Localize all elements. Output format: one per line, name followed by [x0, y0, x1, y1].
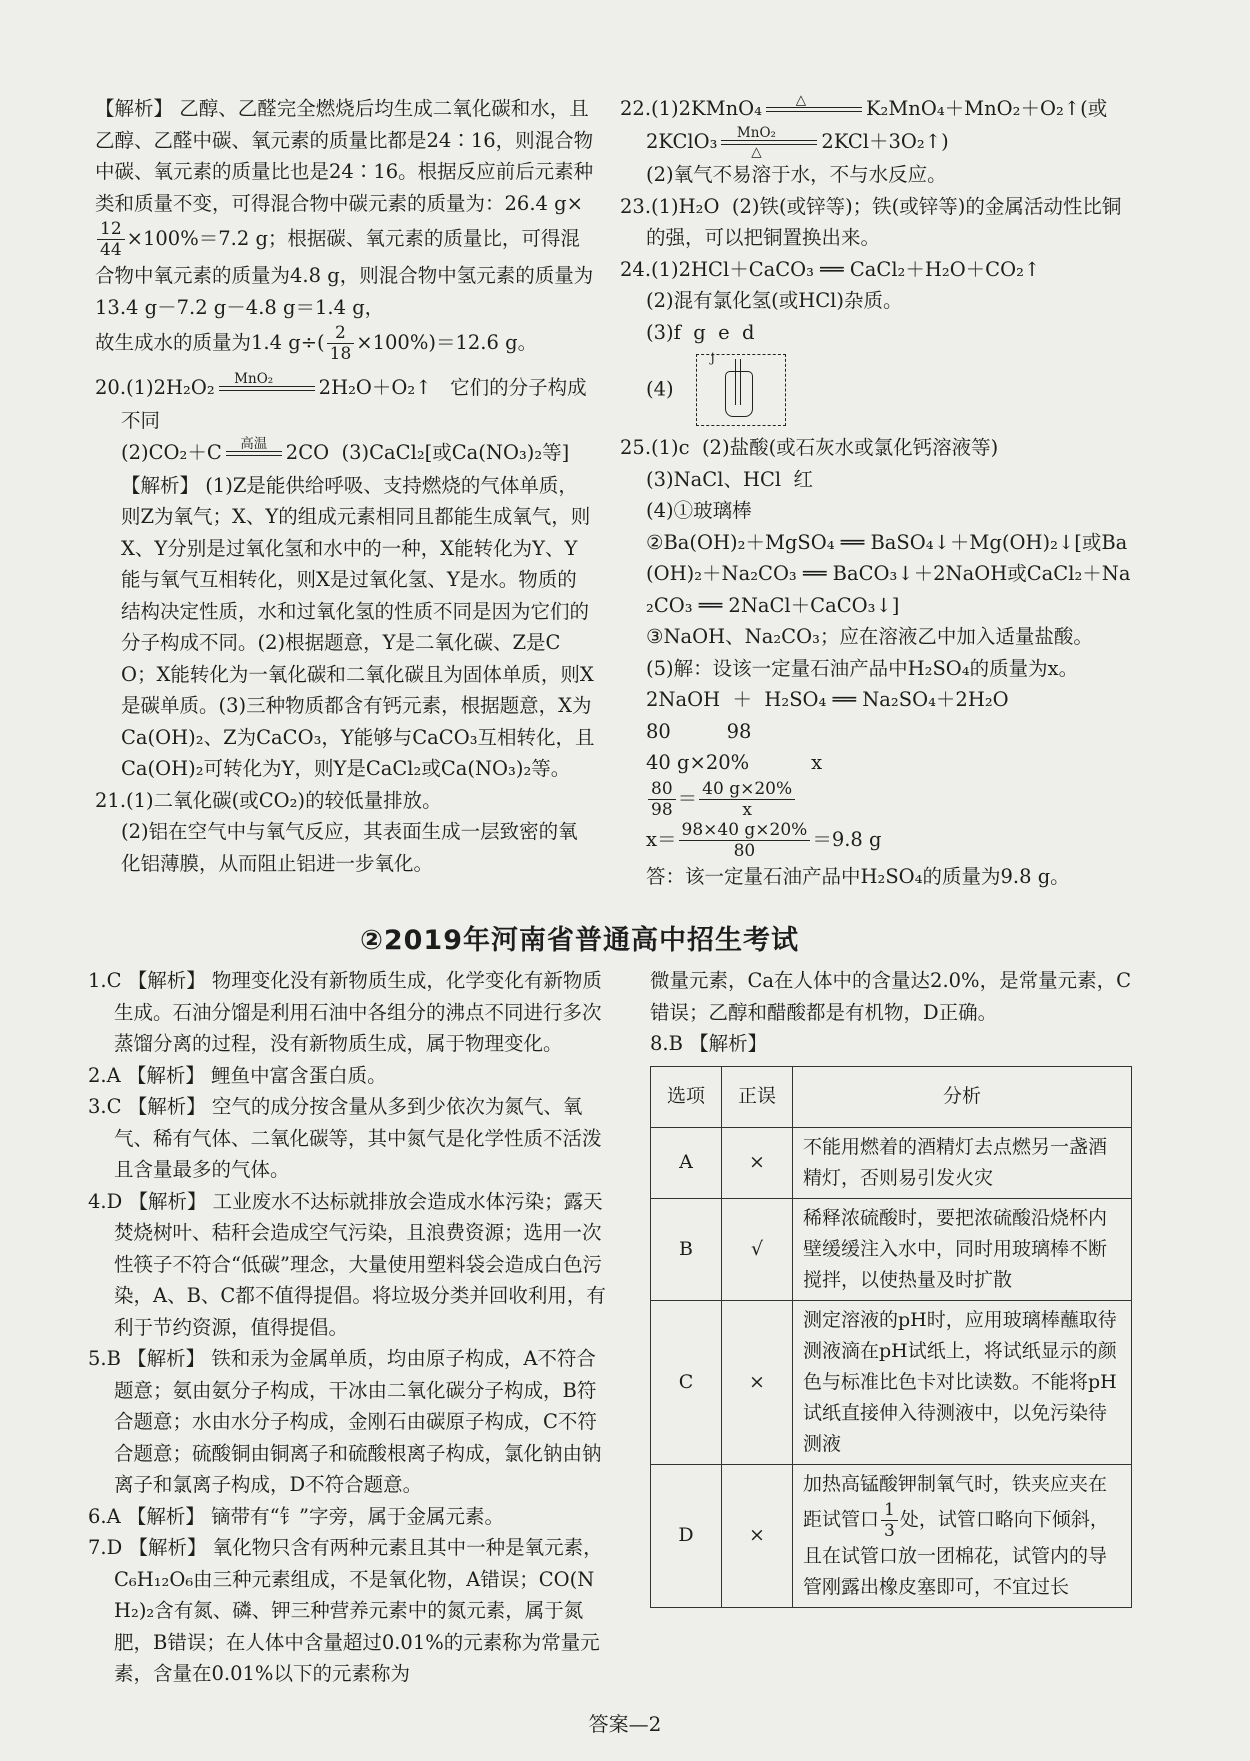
- answer-1: 1.C 【解析】 物理变化没有新物质生成，化学变化有新物质生成。石油分馏是利用石油中各组分的沸点不同进行多次蒸馏分离的过程，没有新物质生成，属于物理变化。: [88, 969, 602, 1055]
- section-title: ②2019年河南省普通高中招生考试: [360, 925, 800, 956]
- answer-5: 5.B 【解析】 铁和汞为金属单质，均由原子构成，A不符合题意；氨由氨分子构成，干冰由二氧化碳分子构成，B符合题意；水由水分子构成，金刚石由碳原子构成，C不符合题意；硫酸铜由铜离子和硫酸根离子构成，氯化钠由钠离子和氯离子构成，D不符合题意。: [88, 1347, 602, 1496]
- answer-7-continued: 微量元素，Ca在人体中的含量达2.0%，是常量元素，C错误；乙醇和醋酸都是有机物，D正确。: [650, 969, 1132, 1024]
- answer-25-5: (5)解：设该一定量石油产品中H₂SO₄的质量为x。: [646, 656, 1079, 680]
- analysis-table: [650, 1066, 1132, 1608]
- final-answer: 答：该一定量石油产品中H₂SO₄的质量为9.8 g。: [646, 864, 1070, 888]
- fraction-12-44: $\frac{12}{44}$: [97, 219, 125, 260]
- header-correctness: 正误: [722, 1066, 793, 1127]
- answer-25-1: 25.(1)c (2)盐酸(或石灰水或氯化钙溶液等): [620, 436, 999, 459]
- cross-mark: ×: [722, 1127, 793, 1198]
- answer-7: 7.D 【解析】 氧化物只含有两种元素且其中一种是氧元素，C₆H₁₂O₆由三种元素组成，不是氧化物，A错误；CO(NH₂)₂含有氮、磷、钾三种营养元素中的氮元素，属于氮肥，B错误；在人体中含量超过0.01%的元素称为常量元素，含量在0.01%以下的元素称为: [88, 1536, 603, 1685]
- fraction-2-18: $\frac{2}{18}$: [327, 323, 355, 364]
- fraction-80-98: $\frac{80}{98}$: [648, 779, 676, 820]
- header-analysis: 分析: [793, 1066, 1132, 1127]
- equation-line: 2NaOH ＋ H₂SO₄ ══ Na₂SO₄＋2H₂O: [646, 688, 1009, 711]
- table-row: B √ 稀释浓硫酸时，要把浓硫酸沿烧杯内壁缓缓注入水中，同时用玻璃棒不断搅拌，以使热量及时扩散: [651, 1198, 1132, 1300]
- reaction-condition: △: [766, 93, 862, 126]
- answer-23: 23.(1)H₂O (2)铁(或锌等)；铁(或锌等)的金属活动性比铜的强，可以把铜置换出来。: [620, 194, 1122, 249]
- left-column-top: [95, 93, 595, 879]
- answer-25-4-2: ②Ba(OH)₂＋MgSO₄ ══ BaSO₄↓＋Mg(OH)₂↓[或Ba(OH)₂＋Na₂CO₃ ══ BaCO₃↓＋2NaOH或CaCl₂＋Na₂CO₃ ══ 2NaCl＋CaCO₃↓]: [646, 530, 1131, 617]
- solution-x: x＝ $\frac{98\times 40 g\times 20\%}{80}$ ＝9.8 g: [646, 819, 882, 861]
- cross-mark: ×: [722, 1464, 793, 1607]
- answer-4: 4.D 【解析】 工业废水不达标就排放会造成水体污染；露天焚烧树叶、秸秆会造成空气污染，且浪费资源；选用一次性筷子不符合“低碳”理念，大量使用塑料袋会造成白色污染，A、B、C都不值得提倡。将垃圾分类并回收利用，有利于节约资源，值得提倡。: [88, 1189, 606, 1339]
- equation-masses: 80 98: [646, 719, 752, 743]
- paragraph-19-analysis: 【解析】 乙醇、乙醛完全燃烧后均生成二氧化碳和水，且乙醇、乙醛中碳、氧元素的质量比都是24∶16，则混合物中碳、氧元素的质量比也是24∶16。根据反应前后元素种类和质量不变，可得混合物中碳元素的质量为：26.4 g× $\frac{12}{44}$ ×100%＝7.2 g；根据碳、氧元素的质量比，可得混合物中氧元素的质量为4.8 g，则混合物中氢元素的质量为13.4 g－7.2 g－4.8 g＝1.4 g，: [95, 97, 594, 319]
- answer-25-3: (3)NaCl、HCl 红: [646, 467, 814, 491]
- left-column-bottom: [88, 965, 608, 1690]
- answer-25-4-3: ③NaOH、Na₂CO₃；应在溶液乙中加入适量盐酸。: [646, 625, 1093, 648]
- answer-22-1: 22.(1)2KMnO₄ △ K₂MnO₄＋MnO₂＋O₂↑(或 2KClO₃ MnO₂ △ 2KCl＋3O₂↑): [620, 92, 1108, 160]
- reaction-condition: 高温: [226, 437, 282, 470]
- answer-2: 2.A 【解析】 鲤鱼中富含蛋白质。: [88, 1063, 387, 1087]
- table-row: A × 不能用燃着的酒精灯去点燃另一盏酒精灯，否则易引发火灾: [651, 1127, 1132, 1198]
- gas-bottle-apparatus-diagram: j: [696, 354, 786, 426]
- answer-22-2: (2)氧气不易溶于水，不与水反应。: [646, 163, 947, 186]
- analysis-20: 【解析】 (1)Z是能供给呼吸、支持燃烧的气体单质，则Z为氧气；X、Y的组成元素相同且都能生成氧气，则X、Y分别是过氧化氢和水中的一种，X能转化为Y、Y能与氧气互相转化，则X是过氧化氢、Y是水。物质的结构决定性质，水和过氧化氢的性质不同是因为它们的分子构成不同。(2)根据题意，Y是二氧化碳、Z是CO；X能转化为一氧化碳和二氧化碳且为固体单质，则X是碳单质。(3)三种物质都含有钙元素，根据题意，X为Ca(OH)₂、Z为CaCO₃，Y能够与CaCO₃互相转化，且Ca(OH)₂可转化为Y，则Y是CaCl₂或Ca(NO₃)₂等。: [121, 473, 595, 780]
- fraction-40g-x: $\frac{40 g\times 20\%}{x}$: [699, 779, 795, 820]
- table-row: D × 加热高锰酸钾制氧气时，铁夹应夹在距试管口 $\frac{1}{3}$ 处，试管口略向下倾斜，且在试管口放一团棉花，试管内的导管刚露出橡皮塞即可，不宜过长: [651, 1464, 1132, 1607]
- answer-6: 6.A 【解析】 镝带有“钅”字旁，属于金属元素。: [88, 1504, 505, 1528]
- proportion: $\frac{80}{98}$ ＝ $\frac{40 g\times 20\%}{x}$: [620, 779, 1132, 820]
- table-header-row: [651, 1066, 1132, 1127]
- check-mark: √: [722, 1198, 793, 1300]
- equation-values: 40 g×20% x: [646, 751, 823, 774]
- fraction-1-3: $\frac{1}{3}$: [881, 1500, 898, 1541]
- answer-24-1: 24.(1)2HCl＋CaCO₃ ══ CaCl₂＋H₂O＋CO₂↑: [620, 257, 1041, 281]
- cross-mark: ×: [722, 1300, 793, 1464]
- reaction-condition: MnO₂: [219, 372, 315, 405]
- answer-20-2: (2)CO₂＋C 高温 2CO (3)CaCl₂[或Ca(NO₃)₂等]: [95, 437, 595, 470]
- answer-21-1: 21.(1)二氧化碳(或CO₂)的较低量排放。: [95, 788, 442, 812]
- answer-20-1: 20.(1)2H₂O₂ MnO₂ 2H₂O＋O₂↑ 它们的分子构成不同: [95, 371, 587, 432]
- right-column-top: [620, 93, 1132, 892]
- paragraph-water-mass: 故生成水的质量为1.4 g÷( $\frac{2}{18}$ ×100%)＝12.6 g。: [95, 323, 538, 364]
- answer-24-2: (2)混有氯化氢(或HCl)杂质。: [646, 289, 903, 312]
- answer-25-4-1: (4)①玻璃棒: [646, 499, 752, 522]
- page-number: 答案—2: [588, 1712, 662, 1736]
- table-row: C × 测定溶液的pH时，应用玻璃棒蘸取待测液滴在pH试纸上，将试纸显示的颜色与标准比色卡对比读数。不能将pH试纸直接伸入待测液中，以免污染待测液: [651, 1300, 1132, 1464]
- right-column-bottom: [650, 965, 1132, 1608]
- answer-24-3: (3)f g e d: [646, 320, 755, 344]
- fraction-solution: $\frac{98\times 40 g\times 20\%}{80}$: [679, 820, 811, 861]
- answer-21-2: (2)铝在空气中与氧气反应，其表面生成一层致密的氧化铝薄膜，从而阻止铝进一步氧化。: [121, 820, 578, 875]
- answer-8: 8.B 【解析】: [650, 1032, 768, 1055]
- answer-3: 3.C 【解析】 空气的成分按含量从多到少依次为氮气、氧气、稀有气体、二氧化碳等，其中氮气是化学性质不活泼且含量最多的气体。: [88, 1095, 602, 1181]
- header-option: 选项: [651, 1066, 722, 1127]
- reaction-condition: MnO₂ △: [721, 126, 817, 159]
- answer-24-4: (4) j: [620, 354, 1132, 426]
